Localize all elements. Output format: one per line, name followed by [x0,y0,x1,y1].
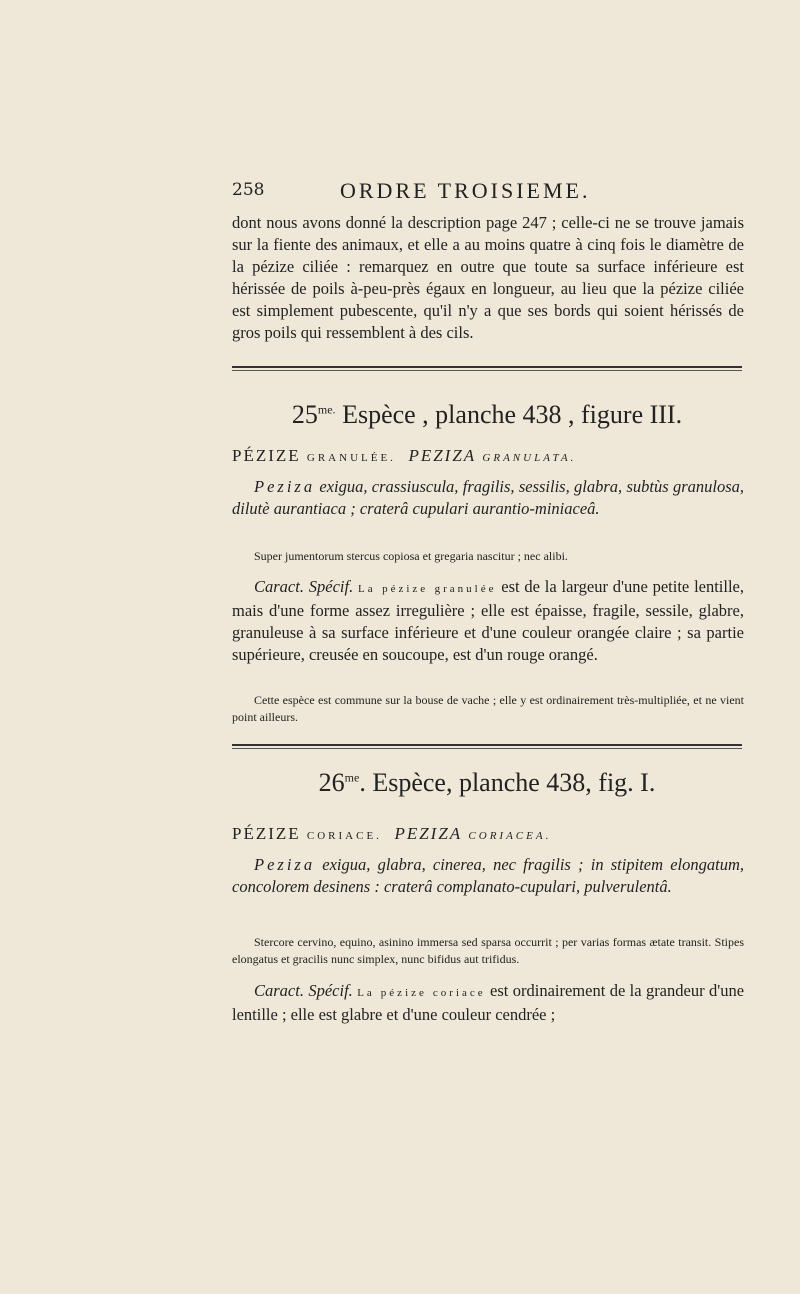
running-title: ORDRE TROISIEME. [340,178,591,203]
species-26-habitat: Stercore cervino, equino, asinino immersa sed sparsa occurrit ; per varias formas ætate transit. Stipes elongatus et gracilis nunc simplex, nunc bifidus aut trifidus. [232,935,744,966]
species-26-characters: Caract. Spécif. La pézize coriace est ordinairement de la grandeur d'une lentille ; elle est glabre et d'une couleur cendrée ; [232,981,745,1024]
species-26-latin-diagnosis: Peziza exigua, glabra, cinerea, nec fragilis ; in stipitem elongatum, concolorem desinens : craterâ complanato-cupulari, pulverulentâ. [232,855,744,896]
species-25-note: Cette espèce est commune sur la bouse de vache ; elle y est ordinairement très-multipliée, et ne vient point ailleurs. [232,693,744,724]
page-number: 258 [232,180,265,200]
species-25-heading: $25^{me.}$ Espèce , planche 438 , figure III. [291,400,683,429]
species-26-names: PÉZIZE CORIACE. PEZIZA CORIACEA. [232,824,552,843]
species-25-names: PÉZIZE GRANULÉE. PEZIZA GRANULATA. [232,446,577,465]
species-25-characters: Caract. Spécif. La pézize granulée est de la largeur d'une petite lentille, mais d'une forme assez irregulière ; elle est épaisse, fragile, sessile, glabre, granuleuse à sa surface inférieure et d'une couleur orangée claire ; sa partie supérieure, creusée en soucoupe, est d'un rouge orangé. [232,577,745,664]
section-divider [232,744,742,749]
species-25-habitat: Super jumentorum stercus copiosa et gregaria nascitur ; nec alibi. [254,549,568,563]
species-26-heading: $26^{me}$. Espèce, planche 438, fig. I. [318,768,656,797]
intro-paragraph: dont nous avons donné la description page 247 ; celle-ci ne se trouve jamais sur la fiente des animaux, et elle a au moins quatre à cinq fois le diamètre de la pézize ciliée : remarquez en outre que toute sa surface inférieure est hérissée de poils à-peu-près égaux en longueur, au lieu que la pézize ciliée est simplement pubescente, qu'il n'y a que ses bords qui soient hérissés de gros poils qui ressemblent à des cils. [232,213,744,342]
section-divider [232,366,742,371]
species-25-latin-diagnosis: Peziza exigua, crassiuscula, fragilis, sessilis, glabra, subtùs granulosa, dilutè aurantiaca ; craterâ cupulari aurantio-miniaceâ. [232,477,744,518]
